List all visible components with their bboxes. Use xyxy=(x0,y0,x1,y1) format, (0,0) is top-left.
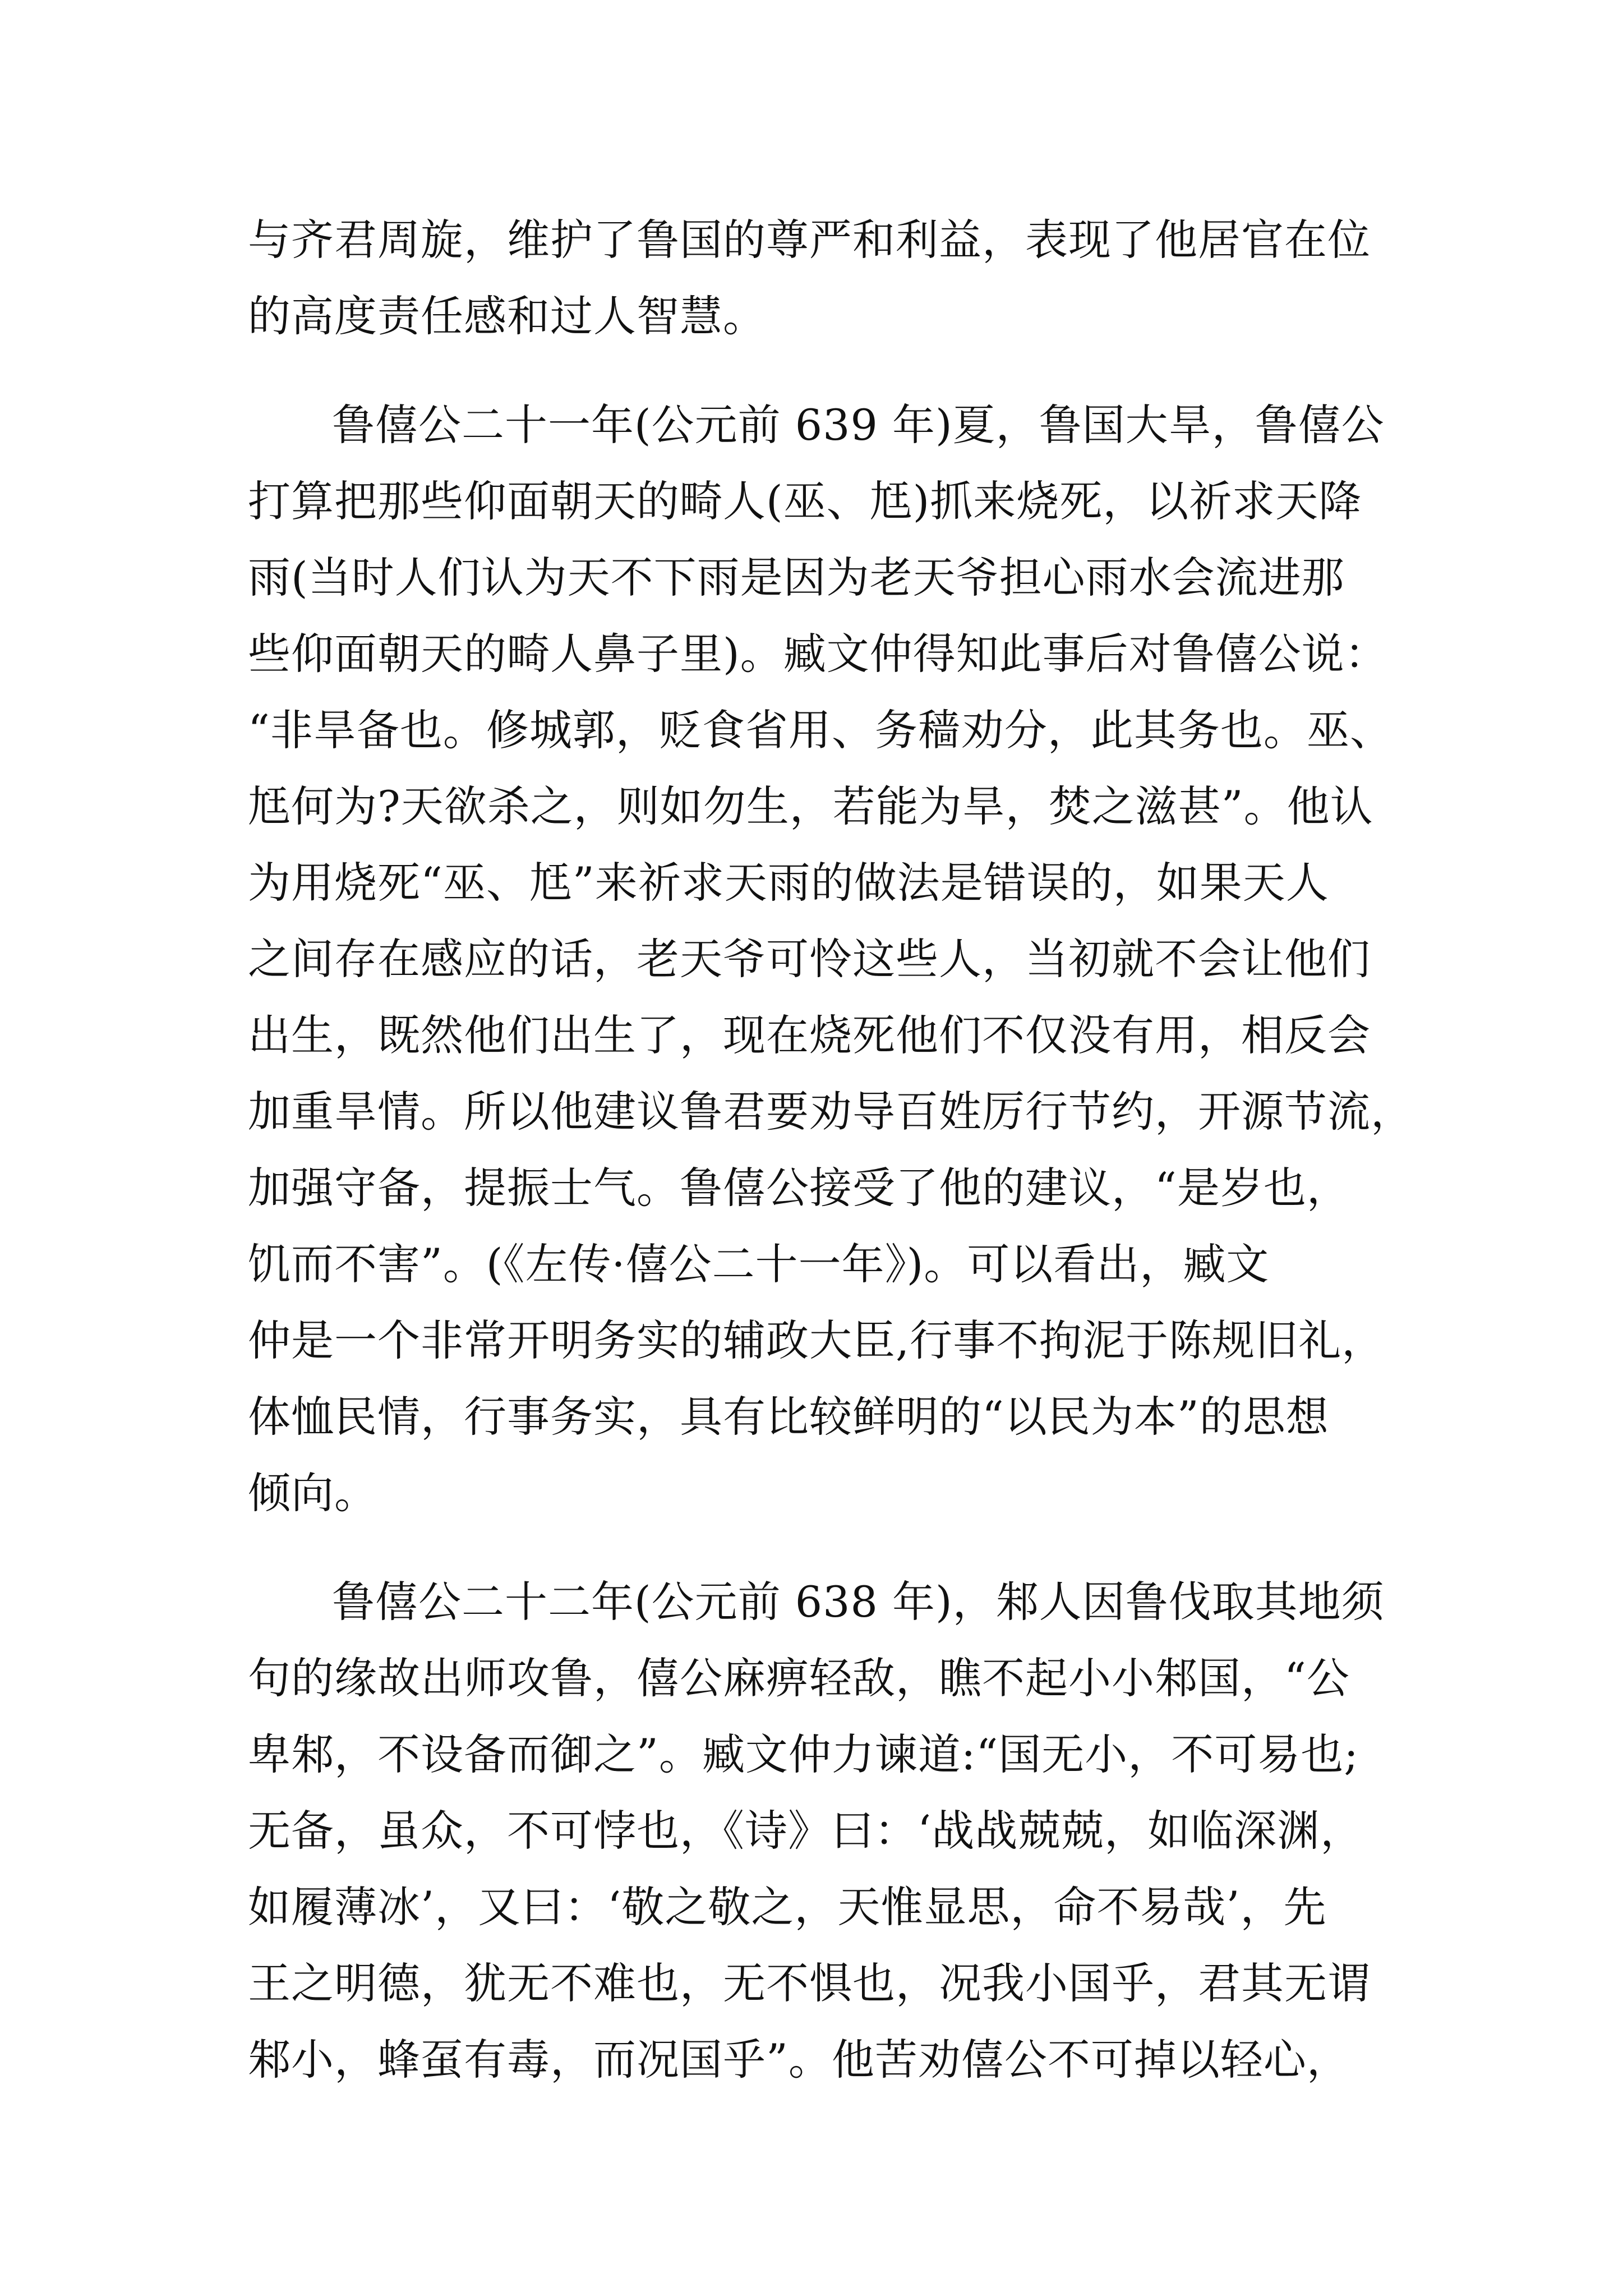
text-line: 仲是一个非常开明务实的辅政大臣,行事不拘泥于陈规旧礼， xyxy=(248,1315,1385,1365)
text-line: 如履薄冰’，又曰：‘敬之敬之，天惟显思，命不易哉’，先 xyxy=(248,1882,1327,1932)
text-line: 打算把那些仰面朝天的畸人(巫、尪)抓来烧死，以祈求天降 xyxy=(248,476,1362,526)
paragraph-gap xyxy=(248,1531,1426,1564)
paragraph-first-line: 鲁僖公二十二年(公元前 638 年)，邾人因鲁伐取其地须 xyxy=(332,1577,1385,1627)
text-line: 为用烧死“巫、尪”来祈求天雨的做法是错误的，如果天人 xyxy=(248,858,1329,908)
text-line: 些仰面朝天的畸人鼻子里)。臧文仲得知此事后对鲁僖公说： xyxy=(248,629,1388,679)
text-line: 句的缘故出师攻鲁，僖公麻痹轻敌，瞧不起小小邾国，“公 xyxy=(248,1653,1350,1703)
paragraph-first-line: 鲁僖公二十一年(公元前 639 年)夏，鲁国大旱，鲁僖公 xyxy=(332,400,1385,450)
text-line: 雨(当时人们认为天不下雨是因为老天爷担心雨水会流进那 xyxy=(248,553,1345,602)
text-line: 邾小，蜂虿有毒，而况国乎”。他苦劝僖公不可掉以轻心， xyxy=(248,2035,1350,2085)
paragraph-gap xyxy=(248,355,1426,387)
text-line: 王之明德，犹无不难也，无不惧也，况我小国乎，君其无谓 xyxy=(248,1958,1371,2008)
text-line: 无备，虽众，不可悖也，《诗》曰：‘战战兢兢，如临深渊， xyxy=(248,1806,1364,1856)
text-line: “非旱备也。修城郭，贬食省用、务穑劝分，此其务也。巫、 xyxy=(248,705,1393,755)
text-line: 饥而不害”。(《左传·僖公二十一年》)。可以看出，臧文 xyxy=(248,1239,1270,1289)
text-line: 加重旱情。所以他建议鲁君要劝导百姓厉行节约，开源节流， xyxy=(248,1087,1414,1137)
body-text xyxy=(248,202,1426,2098)
text-line: 卑邾，不设备而御之”。臧文仲力谏道:“国无小，不可易也; xyxy=(248,1729,1359,1779)
text-line: 倾向。 xyxy=(248,1468,377,1518)
text-line: 尪何为?天欲杀之，则如勿生，若能为旱，焚之滋甚”。他认 xyxy=(248,781,1373,831)
text-line: 体恤民情，行事务实，具有比较鲜明的“以民为本”的思想 xyxy=(248,1392,1329,1442)
text-line: 出生，既然他们出生了，现在烧死他们不仅没有用，相反会 xyxy=(248,1010,1371,1060)
text-line: 之间存在感应的话，老天爷可怜这些人，当初就不会让他们 xyxy=(248,934,1371,984)
text-line: 的高度责任感和过人智慧。 xyxy=(248,291,766,341)
text-line: 与齐君周旋，维护了鲁国的尊严和利益，表现了他居官在位 xyxy=(248,215,1371,265)
text-line: 加强守备，提振士气。鲁僖公接受了他的建议，“是岁也， xyxy=(248,1163,1350,1213)
